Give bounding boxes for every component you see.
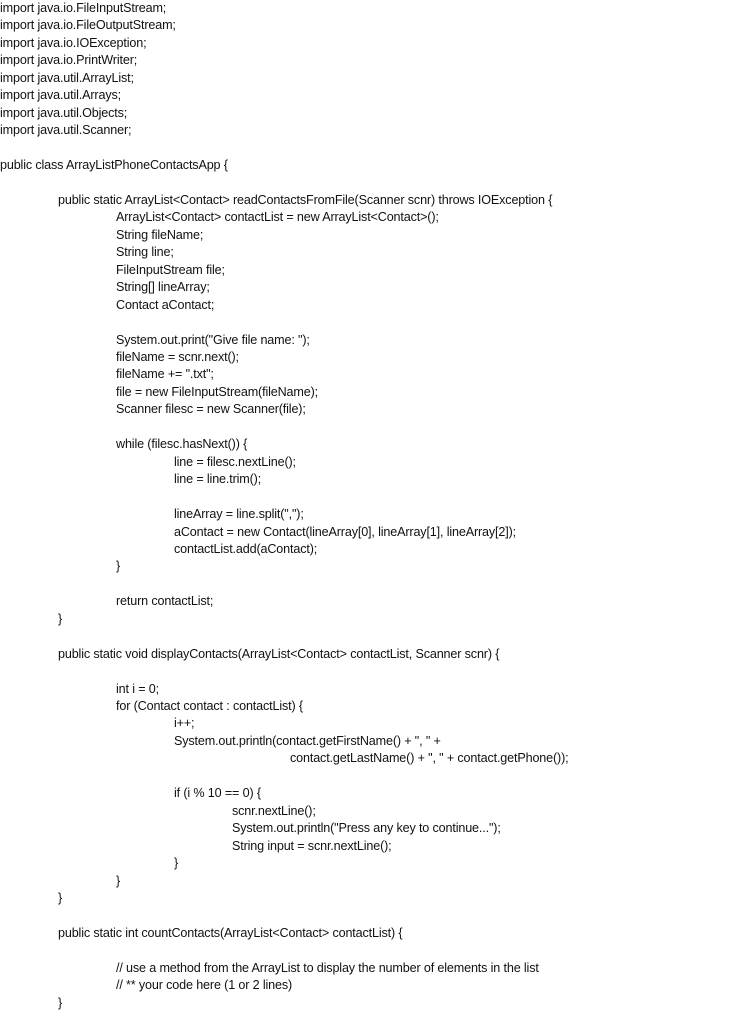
code-line: lineArray = line.split(","); (174, 507, 304, 522)
code-line: scnr.nextLine(); (232, 803, 316, 818)
code-line: } (116, 873, 121, 888)
code-line: i++; (174, 716, 195, 731)
code-line: } (116, 559, 121, 574)
code-line: String line; (116, 245, 174, 260)
code-line: contact.getLastName() + ", " + contact.getPhone()); (290, 751, 569, 766)
code-line: int i = 0; (116, 681, 159, 696)
code-line: System.out.println(contact.getFirstName() + ", " + (174, 733, 441, 748)
code-line: FileInputStream file; (116, 262, 225, 277)
code-line: String[] lineArray; (116, 280, 210, 295)
code-line: } (174, 856, 179, 871)
code-line: } (58, 890, 63, 905)
code-line: for (Contact contact : contactList) { (116, 699, 303, 713)
code-line: import java.io.IOException; (0, 35, 147, 50)
code-line: fileName += ".txt"; (116, 367, 214, 382)
code-line: String fileName; (116, 227, 204, 242)
code-line: contactList.add(aContact); (174, 541, 318, 556)
code-line: public static ArrayList<Contact> readContactsFromFile(Scanner scnr) throws IOException { (58, 192, 553, 207)
code-line: aContact = new Contact(lineArray[0], lineArray[1], lineArray[2]); (174, 524, 516, 539)
code-line: fileName = scnr.next(); (116, 350, 239, 364)
code-line: file = new FileInputStream(fileName); (116, 384, 318, 399)
code-line: line = filesc.nextLine(); (174, 454, 296, 469)
code-line: public class ArrayListPhoneContactsApp { (0, 158, 228, 173)
code-line: import java.util.Arrays; (0, 88, 121, 103)
code-line: import java.util.Objects; (0, 105, 128, 120)
code-line: import java.io.FileInputStream; (0, 1, 167, 15)
code-line: // use a method from the ArrayList to display the number of elements in the list (116, 960, 539, 975)
code-line: public static void displayContacts(ArrayList<Contact> contactList, Scanner scnr) { (58, 646, 500, 661)
code-line: // ** your code here (1 or 2 lines) (116, 978, 293, 993)
code-line: public static int countContacts(ArrayList<Contact> contactList) { (58, 925, 403, 940)
code-line: import java.io.PrintWriter; (0, 53, 138, 68)
code-line: import java.io.FileOutputStream; (0, 18, 176, 33)
code-line: System.out.println("Press any key to continue..."); (232, 821, 501, 836)
code-line: } (58, 995, 63, 1010)
code-line: Scanner filesc = new Scanner(file); (116, 402, 306, 417)
code-line: import java.util.ArrayList; (0, 70, 134, 85)
code-line: ArrayList<Contact> contactList = new ArrayList<Contact>(); (116, 210, 439, 225)
code-line: System.out.print("Give file name: "); (116, 332, 310, 347)
code-line: import java.util.Scanner; (0, 123, 132, 138)
code-line: return contactList; (116, 594, 214, 609)
code-line: } (58, 611, 63, 626)
code-line: line = line.trim(); (174, 472, 262, 487)
code-line: Contact aContact; (116, 297, 215, 312)
code-line: if (i % 10 == 0) { (174, 786, 261, 801)
code-line: String input = scnr.nextLine(); (232, 838, 392, 853)
code-line: while (filesc.hasNext()) { (116, 437, 248, 452)
